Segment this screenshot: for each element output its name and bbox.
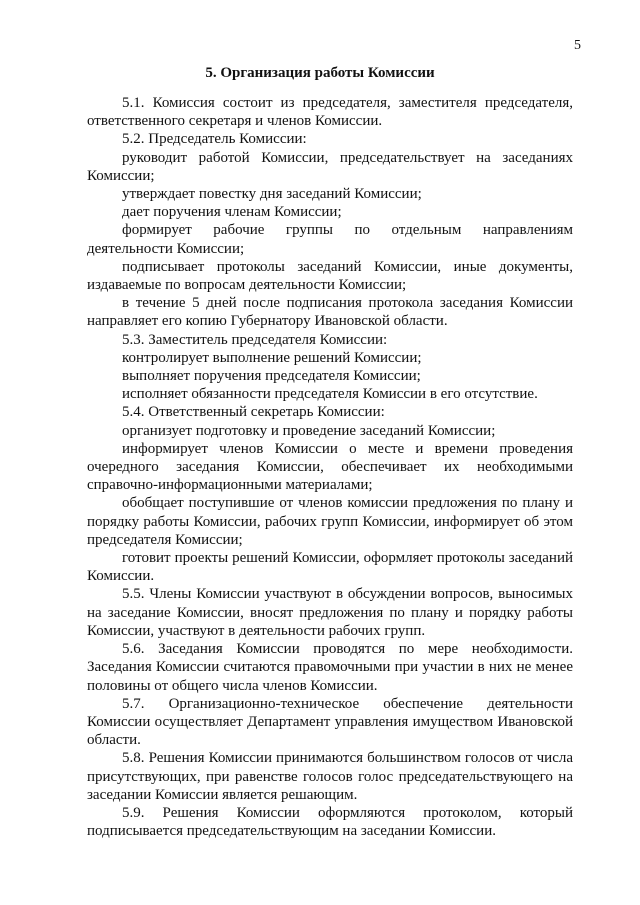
list-item: готовит проекты решений Комиссии, оформляет протоколы заседаний Комиссии. [87,550,573,585]
list-item: исполняет обязанности председателя Комиссии в его отсутствие. [122,386,538,403]
paragraph-5-7: 5.7. Организационно-техническое обеспечение деятельности Комиссии осуществляет Департамент управления имуществом Ивановской области. [87,695,573,749]
list-item: дает поручения членам Комиссии; [122,204,342,221]
paragraph-5-6: 5.6. Заседания Комиссии проводятся по мере необходимости. Заседания Комиссии считаются правомочными при участии в них не менее половины от общего числа членов Комиссии. [87,641,573,694]
list-item: информирует членов Комиссии о месте и времени проведения очередного заседания Комиссии, обеспечивает их необходимыми справочно-информационными материалами; [87,440,573,494]
paragraph-5-2: 5.2. Председатель Комиссии: [122,131,307,148]
paragraph-5-3: 5.3. Заместитель председателя Комиссии: [122,331,388,348]
document-body [87,94,573,840]
paragraph-5-5: 5.5. Члены Комиссии участвуют в обсуждении вопросов, выносимых на заседание Комиссии, вносят предложения по плану и порядку работы Комиссии, участвуют в деятельности рабочих групп. [87,586,573,639]
list-item: обобщает поступившие от членов комиссии предложения по плану и порядку работы Комиссии, рабочих групп Комиссии, информирует об этом председателя Комиссии; [87,495,573,548]
list-item: формирует рабочие группы по отдельным направлениям деятельности Комиссии; [87,222,573,257]
list-item: в течение 5 дней после подписания протокола заседания Комиссии направляет его копию Губернатору Ивановской области. [87,295,573,330]
paragraph-5-9: 5.9. Решения Комиссии оформляются протоколом, который подписывается председательствующим на заседании Комиссии. [87,804,573,840]
section-title: 5. Организация работы Комиссии [205,65,435,81]
list-item: организует подготовку и проведение заседаний Комиссии; [122,422,496,439]
paragraph-5-4: 5.4. Ответственный секретарь Комиссии: [122,404,385,421]
paragraph-5-1: 5.1. Комиссия состоит из председателя, заместителя председателя, ответственного секретаря и членов Комиссии. [87,95,573,130]
page-number: 5 [574,38,581,53]
list-item: контролирует выполнение решений Комиссии; [122,349,422,366]
list-item: подписывает протоколы заседаний Комиссии, иные документы, издаваемые по вопросам деятельности Комиссии; [87,258,573,294]
paragraph-5-8: 5.8. Решения Комиссии принимаются большинством голосов от числа присутствующих, при равенстве голосов голос председательствующего на заседании Комиссии является решающим. [87,750,573,803]
list-item: руководит работой Комиссии, председательствует на заседаниях Комиссии; [87,149,573,184]
list-item: утверждает повестку дня заседаний Комиссии; [122,186,422,203]
list-item: выполняет поручения председателя Комиссии; [122,368,421,385]
